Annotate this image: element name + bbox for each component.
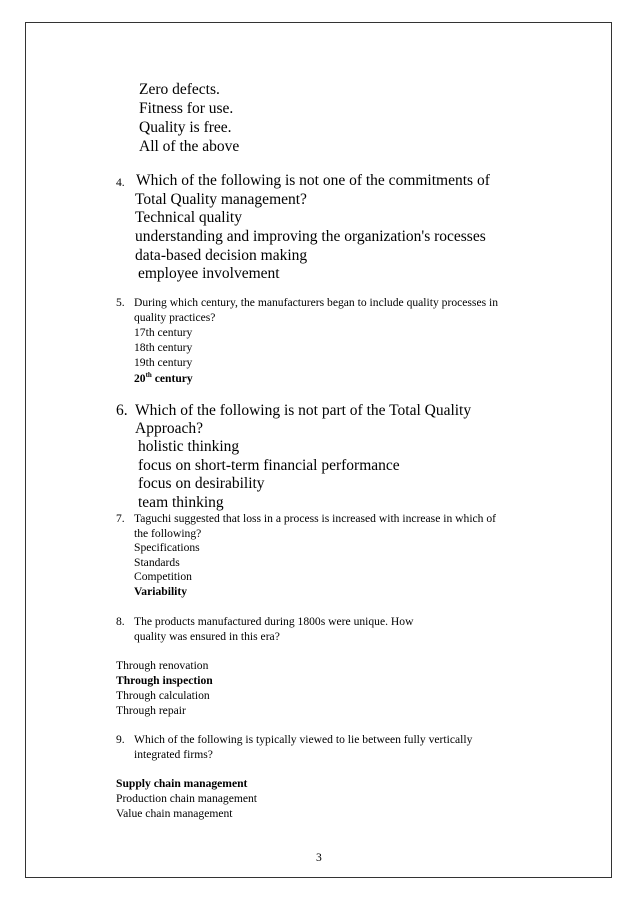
- q5-number: 5.: [116, 296, 125, 309]
- q8-option-c: Through calculation: [116, 689, 210, 702]
- page-border: [25, 22, 612, 878]
- q5-question-line-2: quality practices?: [134, 311, 216, 324]
- q6-option-b: focus on short-term financial performance: [138, 457, 400, 474]
- q3-option-d: All of the above: [139, 138, 240, 155]
- q6-question-line-2: Approach?: [135, 420, 203, 437]
- q5-option-a: 17th century: [134, 326, 193, 339]
- q7-question-line-1: Taguchi suggested that loss in a process is increased with increase in which of: [134, 512, 497, 525]
- q6-question-line-1: Which of the following is not part of the Total Quality: [135, 402, 472, 419]
- q5-answer-number: 20: [134, 372, 146, 385]
- q3-option-b: Fitness for use.: [139, 100, 234, 117]
- q5-answer-rest: century: [151, 372, 193, 385]
- q7-option-a: Specifications: [134, 541, 200, 554]
- q9-option-a-answer: Supply chain management: [116, 777, 248, 790]
- q9-option-b: Production chain management: [116, 792, 258, 805]
- q8-question-line-2: quality was ensured in this era?: [134, 630, 280, 643]
- q6-number: 6.: [116, 402, 128, 419]
- q8-number: 8.: [116, 615, 125, 628]
- q9-option-c: Value chain management: [116, 807, 233, 820]
- q6-option-a: holistic thinking: [138, 438, 240, 455]
- q6-option-c: focus on desirability: [138, 475, 265, 492]
- q5-option-d-answer: [134, 373, 193, 385]
- q6-option-d: team thinking: [138, 494, 224, 511]
- q9-question-line-1: Which of the following is typically viewed to lie between fully vertically: [134, 733, 473, 746]
- q7-question-line-2: the following?: [134, 527, 202, 540]
- q7-option-d-answer: Variability: [134, 585, 188, 598]
- q7-number: 7.: [116, 512, 125, 525]
- q7-option-b: Standards: [134, 556, 180, 569]
- page-number: 3: [316, 851, 322, 864]
- q4-option-d: employee involvement: [138, 265, 280, 282]
- q4-option-a: Technical quality: [135, 209, 242, 226]
- q3-option-c: Quality is free.: [139, 119, 232, 136]
- q3-option-a: Zero defects.: [139, 81, 220, 98]
- q4-question-line-1: Which of the following is not one of the commitments of: [136, 172, 490, 189]
- q7-option-c: Competition: [134, 570, 192, 583]
- q8-option-a: Through renovation: [116, 659, 209, 672]
- q4-option-c: data-based decision making: [135, 247, 308, 264]
- q4-number: 4.: [116, 176, 125, 189]
- q5-option-b: 18th century: [134, 341, 193, 354]
- q4-option-b: understanding and improving the organization's rocesses: [135, 228, 486, 245]
- q4-question-line-2: Total Quality management?: [135, 191, 307, 208]
- q5-question-line-1: During which century, the manufacturers began to include quality processes in: [134, 296, 499, 309]
- q5-answer-superscript: th: [145, 371, 152, 380]
- q5-option-c: 19th century: [134, 356, 193, 369]
- q8-option-b-answer: Through inspection: [116, 674, 213, 687]
- q8-question-line-1: The products manufactured during 1800s were unique. How: [134, 615, 414, 628]
- q9-question-line-2: integrated firms?: [134, 748, 213, 761]
- q8-option-d: Through repair: [116, 704, 186, 717]
- q9-number: 9.: [116, 733, 125, 746]
